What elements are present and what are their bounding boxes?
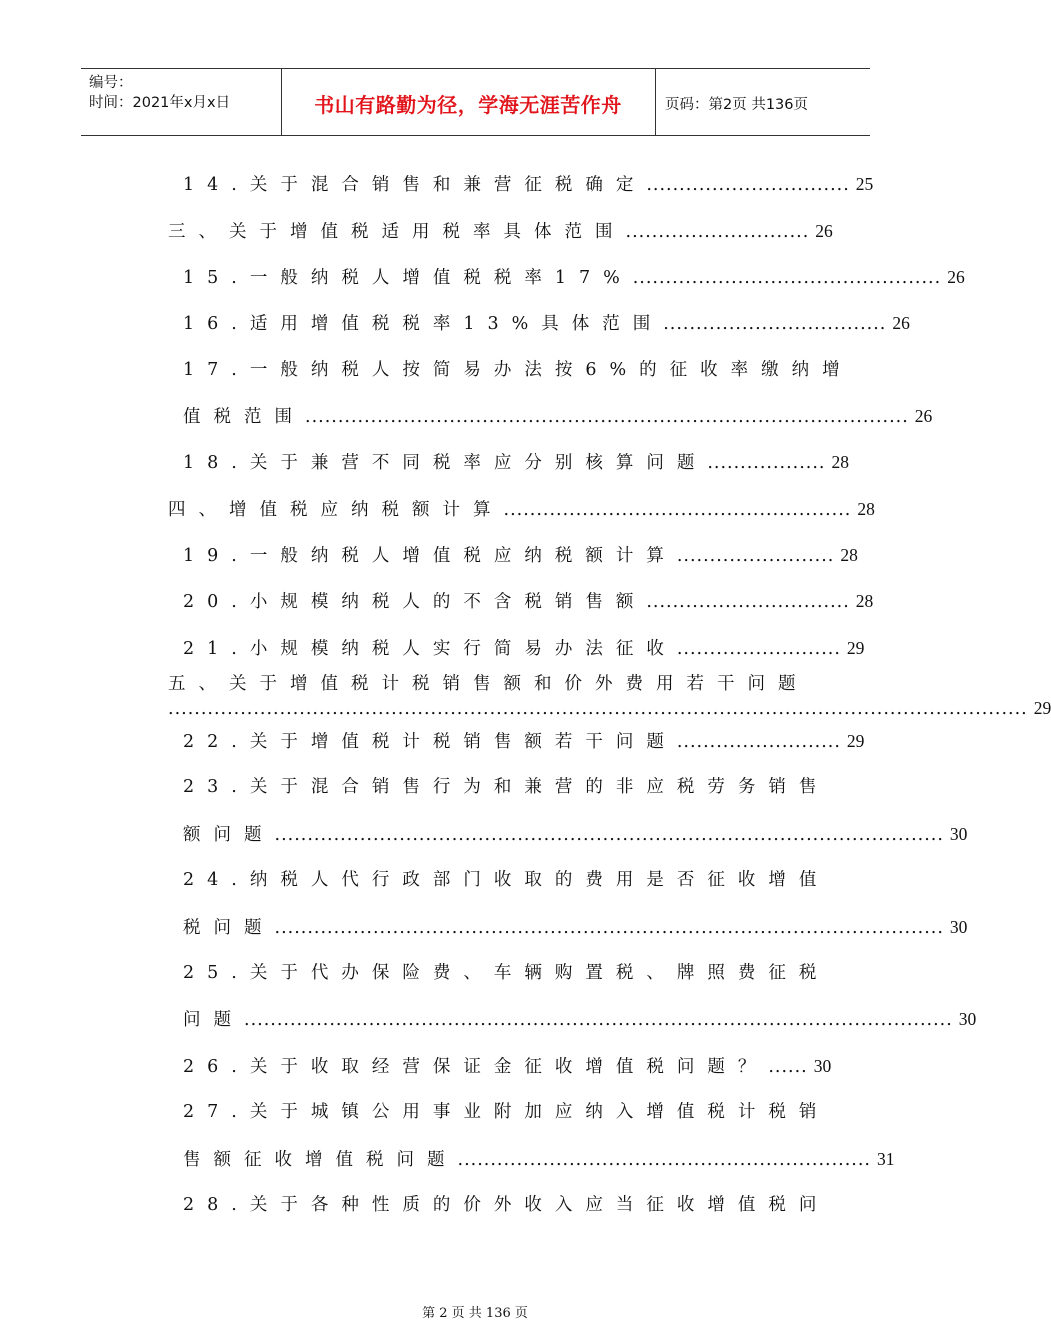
toc-page-number: 30 — [958, 1009, 977, 1029]
toc-entry-title: 20.小规模纳税人的不含税销售额 — [183, 592, 647, 612]
toc-entry[interactable] — [183, 1006, 977, 1032]
header-page-label: 页码：第2页 共136页 — [665, 97, 809, 113]
toc-page-number: 30 — [949, 917, 968, 937]
toc-entry-title: 27.关于城镇公用事业附加应纳入增值税计税销 — [183, 1102, 830, 1122]
toc-entry-title: 售额征收增值税问题 — [183, 1150, 458, 1170]
toc-leader-dots: ............................ — [625, 222, 810, 242]
toc-entry-title: 三、关于增值税适用税率具体范围 — [168, 222, 626, 242]
toc-page-number: 26 — [947, 267, 965, 287]
toc-leader-dots: ............................................................... — [457, 1150, 871, 1170]
toc-entry[interactable] — [183, 1099, 830, 1125]
toc-leader-dots: ............................... — [646, 175, 850, 195]
toc-entry[interactable] — [183, 728, 865, 754]
toc-page-number: 25 — [855, 174, 874, 194]
number-label: 编号： — [89, 75, 133, 91]
toc-entry[interactable] — [183, 310, 910, 336]
toc-entry-title: 问题 — [183, 1010, 244, 1030]
toc-entry[interactable] — [183, 542, 858, 568]
toc-leader-dots: .................................. — [663, 314, 887, 334]
toc-page-number: 29 — [846, 731, 865, 751]
toc-entry-title: 15.一般纳税人增值税税率17% — [183, 268, 633, 288]
toc-entry-title: 28.关于各种性质的价外收入应当征收增值税问 — [183, 1195, 830, 1215]
toc-entry[interactable] — [183, 171, 874, 197]
toc-entry[interactable] — [168, 695, 1051, 721]
toc-leader-dots: ................................................................................................................................... — [168, 699, 1028, 719]
toc-leader-dots: ...................................................................................................... — [274, 825, 944, 845]
toc-entry[interactable] — [183, 867, 830, 893]
motto: 书山有路勤为径，学海无涯苦作舟 — [314, 93, 622, 117]
toc-leader-dots: ......................... — [676, 732, 841, 752]
toc-entry-title: 16.适用增值税税率13%具体范围 — [183, 314, 664, 334]
toc-leader-dots: ............................................................................................ — [305, 407, 909, 427]
toc-leader-dots: .................. — [707, 453, 826, 473]
toc-entry-title: 21.小规模纳税人实行简易办法征收 — [183, 639, 677, 659]
toc-entry-title: 四、增值税应纳税额计算 — [168, 500, 504, 520]
toc-leader-dots: ..................................................... — [503, 500, 852, 520]
toc-entry[interactable] — [168, 218, 833, 244]
toc-entry-title: 额问题 — [183, 825, 275, 845]
toc-entry-title: 26.关于收取经营保证金征收增值税问题？ — [183, 1057, 769, 1077]
toc-entry[interactable] — [183, 821, 968, 847]
toc-page-number: 30 — [949, 824, 968, 844]
toc-entry-title: 值税范围 — [183, 407, 305, 427]
toc-entry[interactable] — [183, 635, 865, 661]
toc-entry[interactable] — [183, 357, 853, 383]
toc-entry[interactable] — [183, 449, 849, 475]
toc-page-number: 28 — [840, 545, 858, 565]
page-footer: 第 2 页 共 136 页 — [422, 1306, 528, 1321]
toc-page-number: 26 — [914, 406, 933, 426]
toc-leader-dots: ........................ — [676, 546, 835, 566]
toc-entry[interactable] — [183, 1146, 895, 1172]
toc-page-number: 28 — [855, 591, 874, 611]
toc-entry-title: 五、关于增值税计税销售额和价外费用若干问题 — [168, 674, 809, 694]
toc-entry-title: 24.纳税人代行政部门收取的费用是否征收增值 — [183, 870, 830, 890]
toc-page-number: 30 — [813, 1056, 832, 1076]
toc-entry-title: 14.关于混合销售和兼营征税确定 — [183, 175, 647, 195]
toc-entry[interactable] — [183, 914, 968, 940]
toc-entry[interactable] — [183, 403, 933, 429]
toc-entry-title: 19.一般纳税人增值税应纳税额计算 — [183, 546, 677, 566]
toc-entry[interactable] — [183, 1053, 832, 1079]
toc-leader-dots: ............................... — [646, 592, 850, 612]
toc-leader-dots: ............................................................................................................ — [244, 1010, 953, 1030]
toc-entry-title: 22.关于增值税计税销售额若干问题 — [183, 732, 677, 752]
toc-entry[interactable] — [183, 264, 965, 290]
toc-leader-dots: ......................... — [676, 639, 841, 659]
toc-entry[interactable] — [183, 1192, 830, 1218]
time-label: 时间：2021年x月x日 — [89, 95, 231, 111]
toc-entry-title: 25.关于代办保险费、车辆购置税、牌照费征税 — [183, 963, 830, 983]
toc-page-number: 31 — [876, 1149, 895, 1169]
toc-entry[interactable] — [183, 588, 874, 614]
toc-leader-dots: ............................................... — [632, 268, 942, 288]
toc-leader-dots: ...... — [768, 1057, 808, 1077]
toc-page-number: 26 — [892, 313, 910, 333]
toc-entry[interactable] — [183, 960, 830, 986]
toc-page-number: 29 — [846, 638, 865, 658]
toc-entry-title: 17.一般纳税人按简易办法按6%的征收率缴纳增 — [183, 360, 853, 380]
toc-page-number: 28 — [857, 499, 875, 519]
toc-page-number: 29 — [1033, 698, 1051, 718]
toc-entry-title: 18.关于兼营不同税率应分别核算问题 — [183, 453, 708, 473]
toc-leader-dots: ...................................................................................................... — [274, 918, 944, 938]
toc-entry-title: 23.关于混合销售行为和兼营的非应税劳务销售 — [183, 777, 830, 797]
toc-page-number: 28 — [831, 452, 849, 472]
toc-entry[interactable] — [168, 496, 875, 522]
toc-page-number: 26 — [815, 221, 833, 241]
toc-entry-title: 税问题 — [183, 918, 275, 938]
toc-entry[interactable] — [183, 774, 830, 800]
toc-entry[interactable] — [168, 671, 809, 697]
